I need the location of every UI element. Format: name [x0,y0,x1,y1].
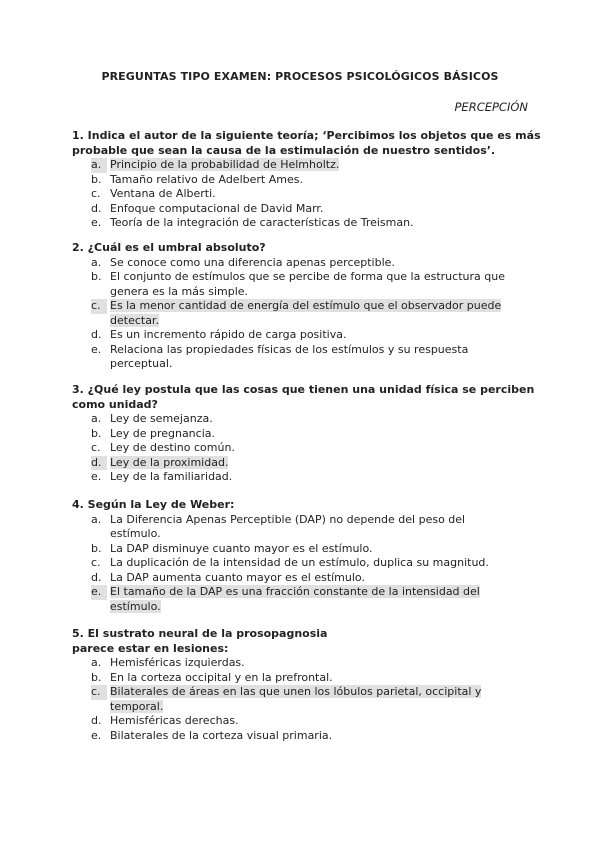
answer-option [72,216,542,231]
option-text: Ley de semejanza. [110,412,213,425]
option-text: La DAP disminuye cuanto mayor es el estímulo. [110,541,373,555]
question-3 [72,383,542,485]
option-letter: d. [91,456,107,471]
option-text: La DAP aumenta cuanto mayor es el estímulo. [110,570,365,584]
question-1 [72,129,542,231]
question-text-line: 1. Indica el autor de la siguiente teoría; ‘Percibimos los objetos que es más [72,129,541,142]
option-letter: e. [91,216,102,229]
option-text: Hemisféricas derechas. [110,714,239,727]
question-text-line: parece estar en lesiones: [72,641,229,655]
question-text-line: 5. El sustrato neural de la prosopagnosia [72,627,328,640]
option-letter: a. [91,158,107,173]
answer-option-correct [72,299,542,328]
option-text: Es un incremento rápido de carga positiva. [110,328,347,341]
answer-options [72,256,542,372]
answer-option-correct [72,456,542,471]
option-text: Teoría de la integración de características de Treisman. [110,216,414,229]
question-text-line: probable que sean la causa de la estimulación de nuestro sentidos’. [72,143,496,157]
option-letter: b. [91,541,102,555]
answer-option [72,256,542,271]
question-text [72,627,542,656]
answer-option [72,328,542,343]
answer-option [72,513,542,542]
answer-option [72,470,542,485]
answer-option-correct [72,685,542,714]
option-text: Ventana de Alberti. [110,187,216,200]
answer-option-correct [72,158,542,173]
answer-options [72,158,542,231]
option-letter: a. [91,512,102,526]
option-text: temporal. [110,699,164,713]
option-letter: b. [91,270,102,283]
option-text: genera es la más simple. [110,284,249,298]
answer-options [72,656,542,743]
answer-option [72,729,542,744]
option-letter: a. [91,255,102,269]
option-text: perceptual. [110,357,173,370]
option-letter: b. [91,426,102,440]
option-letter: d. [91,714,102,727]
question-text [72,129,542,158]
question-text-line: 4. Según la Ley de Weber: [72,498,235,511]
option-text: Ley de destino común. [110,441,235,454]
answer-option [72,571,542,586]
question-2 [72,241,542,372]
option-letter: d. [91,328,102,341]
answer-options [72,412,542,485]
option-letter: a. [91,412,102,425]
option-text: estímulo. [110,527,161,540]
option-text: La duplicación de la intensidad de un estímulo, duplica su magnitud. [110,556,489,569]
option-letter: c. [91,299,107,314]
question-text-line: como unidad? [72,397,158,411]
option-text: Es la menor cantidad de energía del estímulo que el observador puede [110,299,502,312]
option-letter: d. [91,201,102,215]
answer-option [72,714,542,729]
answer-option [72,542,542,557]
question-text [72,498,542,513]
option-text: El conjunto de estímulos que se percibe de forma que la estructura que [110,270,505,283]
option-text: En la corteza occipital y en la prefrontal. [110,670,333,684]
answer-option [72,187,542,202]
option-letter: c. [91,441,101,454]
option-letter: e. [91,728,102,742]
answer-option [72,202,542,217]
section-heading: PERCEPCIÓN [454,100,528,114]
option-text: Hemisféricas izquierdas. [110,656,245,669]
option-letter: a. [91,656,102,669]
option-text: Ley de pregnancia. [110,426,215,440]
option-letter: e. [91,342,102,356]
answer-option [72,441,542,456]
answer-option [72,343,542,372]
answer-option [72,656,542,671]
option-text: detectar. [110,313,159,327]
option-letter: e. [91,585,107,600]
option-text: Bilaterales de la corteza visual primaria. [110,728,333,742]
answer-option [72,556,542,571]
question-text-line: 2. ¿Cuál es el umbral absoluto? [72,241,266,254]
option-text: Tamaño relativo de Adelbert Ames. [110,172,303,186]
question-4 [72,498,542,614]
question-text-line: 3. ¿Qué ley postula que las cosas que tienen una unidad física se perciben [72,383,535,396]
option-text: Ley de la familiaridad. [110,470,233,483]
option-text: El tamaño de la DAP es una fracción constante de la intensidad del [110,585,480,598]
option-letter: b. [91,670,102,684]
option-letter: e. [91,470,102,483]
option-letter: d. [91,570,102,584]
answer-option [72,412,542,427]
option-text: La Diferencia Apenas Perceptible (DAP) no depende del peso del [110,512,466,526]
answer-option-correct [72,585,542,614]
option-letter: c. [91,187,101,200]
option-text: Se conoce como una diferencia apenas perceptible. [110,255,395,269]
answer-option [72,270,542,299]
option-letter: c. [91,685,107,700]
option-text: Relaciona las propiedades físicas de los estímulos y su respuesta [110,342,469,356]
option-text: Principio de la probabilidad de Helmholtz. [110,158,340,171]
answer-options [72,513,542,615]
answer-option [72,427,542,442]
question-5 [72,627,542,743]
option-text: Enfoque computacional de David Marr. [110,201,324,215]
question-text [72,241,542,256]
option-text: Ley de la proximidad. [110,455,229,469]
option-text: estímulo. [110,599,161,613]
answer-option [72,671,542,686]
option-letter: b. [91,172,102,186]
answer-option [72,173,542,188]
document-title: PREGUNTAS TIPO EXAMEN: PROCESOS PSICOLÓGICOS BÁSICOS [101,70,499,83]
question-text [72,383,542,412]
option-text: Bilaterales de áreas en las que unen los lóbulos parietal, occipital y [110,685,482,698]
option-letter: c. [91,556,101,569]
